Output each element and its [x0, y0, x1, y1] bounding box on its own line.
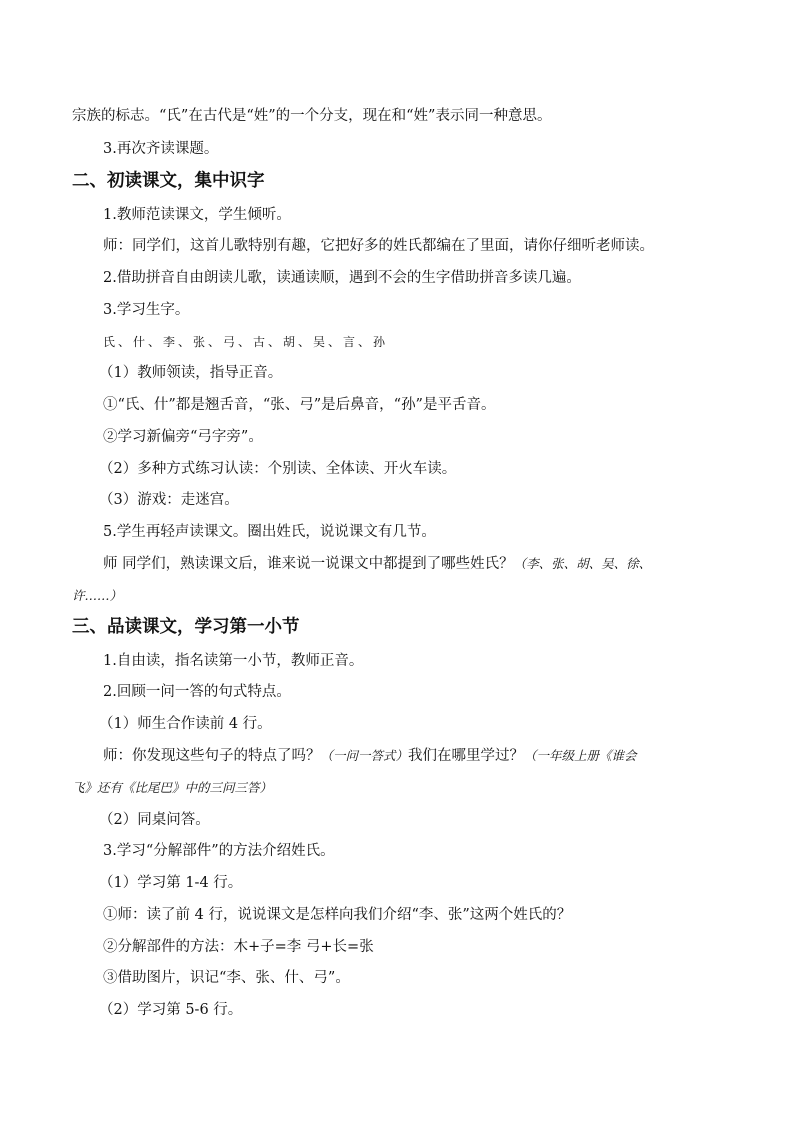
section-heading: 二、初读课文，集中识字	[72, 171, 265, 191]
paragraph-line: （2）学习第 5-6 行。	[99, 1002, 243, 1018]
paragraph-line: 5.学生再轻声读课文。圈出姓氏，说说课文有几节。	[103, 524, 436, 540]
paragraph-line	[103, 554, 728, 574]
text-segment-note: （李、张、胡、吴、徐、	[513, 556, 652, 571]
paragraph-line: 3.学习生字。	[103, 302, 190, 318]
paragraph-line: 3.再次齐读课题。	[103, 141, 219, 157]
paragraph-line: （3）游戏：走迷宫。	[99, 492, 239, 508]
paragraph-line: （1）师生合作读前 4 行。	[99, 716, 272, 732]
text-segment: 师：你发现这些句子的特点了吗？	[103, 748, 321, 764]
paragraph-line: 1.教师范读课文，学生倾听。	[103, 207, 291, 223]
section-heading: 三、品读课文，学习第一小节	[72, 617, 300, 637]
paragraph-line: 2.借助拼音自由朗读儿歌，读通读顺，遇到不会的生字借助拼音多读几遍。	[103, 270, 581, 286]
paragraph-line: 宗族的标志。“氏”在古代是“姓”的一个分支，现在和“姓”表示同一种意思。	[72, 108, 552, 124]
paragraph-line	[103, 746, 728, 766]
paragraph-line: 师：同学们，这首儿歌特别有趣，它把好多的姓氏都编在了里面，请你仔细听老师读。	[103, 238, 654, 254]
paragraph-line: 3.学习“分解部件”的方法介绍姓氏。	[103, 843, 335, 859]
text-segment-note: （一问一答式）	[320, 748, 409, 763]
paragraph-line: ②分解部件的方法：木+子=李 弓+长=张	[103, 939, 374, 955]
paragraph-line: ①师：读了前 4 行，说说课文是怎样向我们介绍“李、张”这两个姓氏的？	[103, 907, 572, 923]
paragraph-line: 许……）	[72, 588, 123, 603]
paragraph-line: ③借助图片，识记“李、张、什、弓”。	[103, 970, 350, 986]
paragraph-line: （2）多种方式练习认读：个别读、全体读、开火车读。	[99, 461, 457, 477]
paragraph-line: ①“氏、什”都是翘舌音，“张、弓”是后鼻音，“孙”是平舌音。	[103, 397, 496, 413]
paragraph-line: 2.回顾一问一答的句式特点。	[103, 684, 291, 700]
text-segment: 我们在哪里学过？	[408, 748, 525, 764]
paragraph-line: （2）同桌问答。	[99, 812, 210, 828]
paragraph-line: （1）教师领读，指导正音。	[99, 365, 283, 381]
paragraph-line: 1.自由读，指名读第一小节，教师正音。	[103, 653, 364, 669]
text-segment-note: （一年级上册《谁会	[524, 748, 637, 763]
paragraph-line: 飞》还有《比尾巴》中的三问三答）	[72, 780, 273, 795]
character-list: 氏、什、李、张、弓、古、胡、吴、言、孙	[103, 335, 389, 349]
text-segment: 师 同学们，熟读课文后，谁来说一说课文中都提到了哪些姓氏？	[103, 556, 514, 572]
paragraph-line: （1）学习第 1-4 行。	[99, 875, 243, 891]
paragraph-line: ②学习新偏旁“弓字旁”。	[103, 429, 263, 445]
